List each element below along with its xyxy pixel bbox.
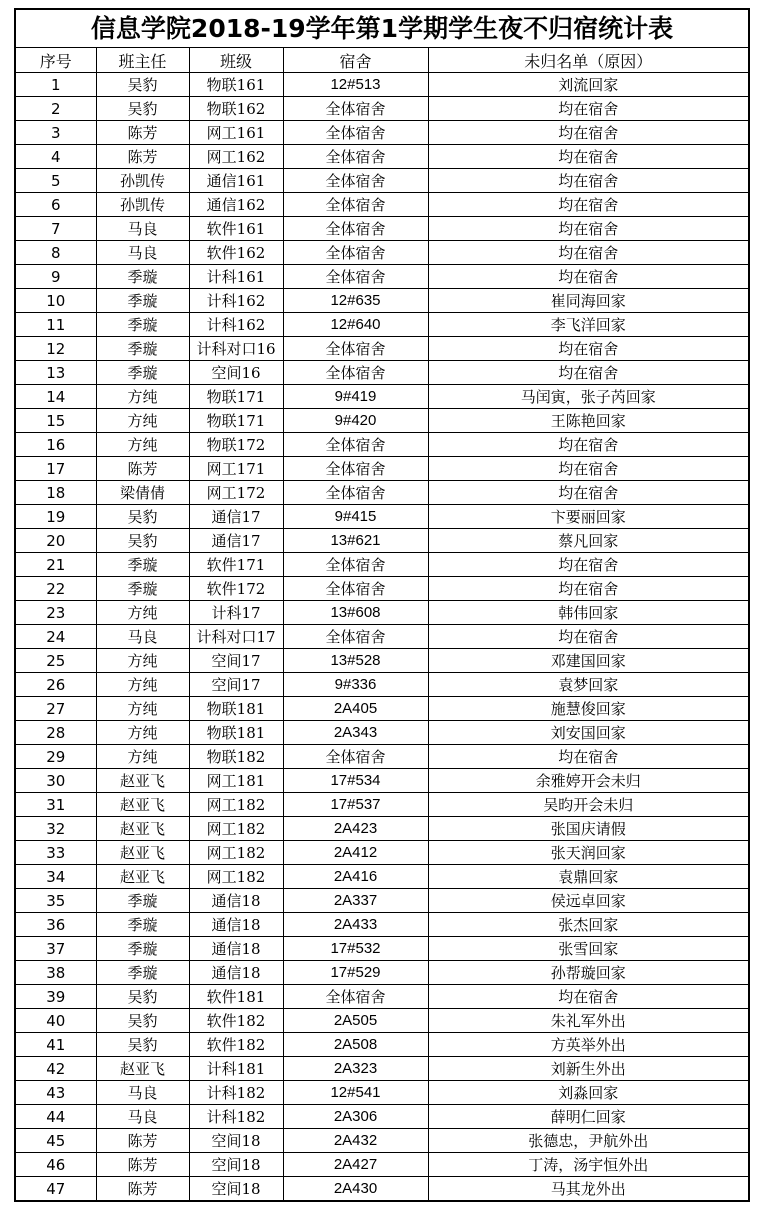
cell-class: 计科181 xyxy=(189,1057,283,1081)
cell-dorm: 12#640 xyxy=(283,313,428,337)
cell-dorm: 17#532 xyxy=(283,937,428,961)
table-row xyxy=(16,481,748,505)
cell-class: 网工171 xyxy=(189,457,283,481)
cell-index: 26 xyxy=(16,673,96,697)
cell-absent-list: 均在宿舍 xyxy=(428,553,748,577)
cell-dorm: 全体宿舍 xyxy=(283,433,428,457)
header-class: 班级 xyxy=(189,48,283,73)
table-row xyxy=(16,769,748,793)
table-row xyxy=(16,73,748,97)
cell-teacher: 方纯 xyxy=(96,673,189,697)
cell-dorm: 2A323 xyxy=(283,1057,428,1081)
cell-absent-list: 均在宿舍 xyxy=(428,193,748,217)
absence-table xyxy=(16,48,748,1200)
header-teacher: 班主任 xyxy=(96,48,189,73)
cell-index: 40 xyxy=(16,1009,96,1033)
header-index: 序号 xyxy=(16,48,96,73)
cell-teacher: 季璇 xyxy=(96,337,189,361)
cell-absent-list: 王陈艳回家 xyxy=(428,409,748,433)
table-row xyxy=(16,121,748,145)
cell-class: 计科182 xyxy=(189,1081,283,1105)
cell-absent-list: 袁梦回家 xyxy=(428,673,748,697)
cell-dorm: 12#513 xyxy=(283,73,428,97)
cell-dorm: 2A416 xyxy=(283,865,428,889)
table-row xyxy=(16,817,748,841)
header-absent-list: 未归名单（原因） xyxy=(428,48,748,73)
cell-dorm: 13#608 xyxy=(283,601,428,625)
cell-index: 27 xyxy=(16,697,96,721)
cell-absent-list: 刘淼回家 xyxy=(428,1081,748,1105)
cell-dorm: 全体宿舍 xyxy=(283,121,428,145)
cell-dorm: 全体宿舍 xyxy=(283,97,428,121)
cell-index: 12 xyxy=(16,337,96,361)
cell-index: 21 xyxy=(16,553,96,577)
cell-teacher: 方纯 xyxy=(96,721,189,745)
cell-dorm: 全体宿舍 xyxy=(283,577,428,601)
cell-dorm: 17#534 xyxy=(283,769,428,793)
cell-index: 30 xyxy=(16,769,96,793)
cell-teacher: 吴豹 xyxy=(96,97,189,121)
table-row xyxy=(16,625,748,649)
cell-absent-list: 刘流回家 xyxy=(428,73,748,97)
cell-class: 计科162 xyxy=(189,289,283,313)
cell-dorm: 2A337 xyxy=(283,889,428,913)
cell-index: 31 xyxy=(16,793,96,817)
table-row xyxy=(16,313,748,337)
cell-index: 2 xyxy=(16,97,96,121)
cell-index: 33 xyxy=(16,841,96,865)
cell-class: 计科对口16 xyxy=(189,337,283,361)
cell-class: 网工182 xyxy=(189,817,283,841)
cell-dorm: 全体宿舍 xyxy=(283,457,428,481)
cell-teacher: 季璇 xyxy=(96,577,189,601)
cell-absent-list: 朱礼军外出 xyxy=(428,1009,748,1033)
table-row xyxy=(16,385,748,409)
cell-dorm: 2A306 xyxy=(283,1105,428,1129)
cell-class: 网工182 xyxy=(189,865,283,889)
cell-absent-list: 李飞洋回家 xyxy=(428,313,748,337)
cell-teacher: 方纯 xyxy=(96,649,189,673)
cell-absent-list: 张杰回家 xyxy=(428,913,748,937)
table-row xyxy=(16,1057,748,1081)
cell-absent-list: 均在宿舍 xyxy=(428,361,748,385)
table-row xyxy=(16,745,748,769)
cell-index: 19 xyxy=(16,505,96,529)
cell-absent-list: 均在宿舍 xyxy=(428,457,748,481)
table-row xyxy=(16,409,748,433)
cell-absent-list: 均在宿舍 xyxy=(428,241,748,265)
cell-class: 通信161 xyxy=(189,169,283,193)
cell-class: 通信18 xyxy=(189,889,283,913)
cell-teacher: 赵亚飞 xyxy=(96,769,189,793)
table-row xyxy=(16,1177,748,1201)
cell-absent-list: 蔡凡回家 xyxy=(428,529,748,553)
table-row xyxy=(16,337,748,361)
cell-class: 软件161 xyxy=(189,217,283,241)
cell-teacher: 马良 xyxy=(96,1105,189,1129)
cell-index: 8 xyxy=(16,241,96,265)
cell-teacher: 赵亚飞 xyxy=(96,841,189,865)
cell-index: 44 xyxy=(16,1105,96,1129)
cell-teacher: 陈芳 xyxy=(96,1153,189,1177)
cell-teacher: 马良 xyxy=(96,217,189,241)
table-row xyxy=(16,97,748,121)
cell-dorm: 全体宿舍 xyxy=(283,193,428,217)
cell-absent-list: 均在宿舍 xyxy=(428,337,748,361)
cell-absent-list: 均在宿舍 xyxy=(428,121,748,145)
cell-absent-list: 袁鼎回家 xyxy=(428,865,748,889)
cell-class: 通信17 xyxy=(189,505,283,529)
cell-teacher: 方纯 xyxy=(96,433,189,457)
cell-dorm: 12#635 xyxy=(283,289,428,313)
cell-index: 25 xyxy=(16,649,96,673)
cell-index: 5 xyxy=(16,169,96,193)
cell-index: 15 xyxy=(16,409,96,433)
cell-class: 网工181 xyxy=(189,769,283,793)
cell-class: 空间17 xyxy=(189,673,283,697)
cell-dorm: 全体宿舍 xyxy=(283,625,428,649)
cell-teacher: 方纯 xyxy=(96,385,189,409)
cell-absent-list: 丁涛，汤宇恒外出 xyxy=(428,1153,748,1177)
cell-index: 45 xyxy=(16,1129,96,1153)
cell-index: 4 xyxy=(16,145,96,169)
cell-absent-list: 吴昀开会未归 xyxy=(428,793,748,817)
cell-dorm: 17#529 xyxy=(283,961,428,985)
cell-dorm: 全体宿舍 xyxy=(283,145,428,169)
cell-absent-list: 侯远卓回家 xyxy=(428,889,748,913)
cell-index: 20 xyxy=(16,529,96,553)
cell-absent-list: 刘新生外出 xyxy=(428,1057,748,1081)
cell-teacher: 赵亚飞 xyxy=(96,1057,189,1081)
table-row xyxy=(16,793,748,817)
cell-dorm: 全体宿舍 xyxy=(283,553,428,577)
cell-class: 空间17 xyxy=(189,649,283,673)
cell-index: 14 xyxy=(16,385,96,409)
table-row xyxy=(16,1081,748,1105)
cell-dorm: 9#420 xyxy=(283,409,428,433)
cell-teacher: 吴豹 xyxy=(96,985,189,1009)
cell-dorm: 全体宿舍 xyxy=(283,481,428,505)
cell-index: 37 xyxy=(16,937,96,961)
table-row xyxy=(16,1009,748,1033)
cell-index: 11 xyxy=(16,313,96,337)
cell-dorm: 全体宿舍 xyxy=(283,985,428,1009)
cell-absent-list: 施慧俊回家 xyxy=(428,697,748,721)
cell-teacher: 吴豹 xyxy=(96,1033,189,1057)
table-row xyxy=(16,985,748,1009)
cell-dorm: 全体宿舍 xyxy=(283,169,428,193)
cell-index: 35 xyxy=(16,889,96,913)
cell-absent-list: 邓建国回家 xyxy=(428,649,748,673)
cell-index: 28 xyxy=(16,721,96,745)
cell-dorm: 13#528 xyxy=(283,649,428,673)
cell-teacher: 赵亚飞 xyxy=(96,865,189,889)
cell-teacher: 季璇 xyxy=(96,937,189,961)
cell-absent-list: 均在宿舍 xyxy=(428,217,748,241)
cell-dorm: 2A427 xyxy=(283,1153,428,1177)
cell-teacher: 方纯 xyxy=(96,601,189,625)
cell-dorm: 9#336 xyxy=(283,673,428,697)
table-row xyxy=(16,577,748,601)
cell-teacher: 孙凯传 xyxy=(96,169,189,193)
cell-class: 软件181 xyxy=(189,985,283,1009)
cell-teacher: 陈芳 xyxy=(96,145,189,169)
cell-dorm: 9#419 xyxy=(283,385,428,409)
cell-class: 计科161 xyxy=(189,265,283,289)
table-row xyxy=(16,289,748,313)
table-row xyxy=(16,721,748,745)
cell-absent-list: 均在宿舍 xyxy=(428,433,748,457)
cell-teacher: 陈芳 xyxy=(96,121,189,145)
cell-teacher: 吴豹 xyxy=(96,1009,189,1033)
cell-absent-list: 均在宿舍 xyxy=(428,985,748,1009)
cell-absent-list: 均在宿舍 xyxy=(428,625,748,649)
cell-dorm: 2A430 xyxy=(283,1177,428,1201)
cell-index: 46 xyxy=(16,1153,96,1177)
cell-teacher: 赵亚飞 xyxy=(96,793,189,817)
cell-class: 物联182 xyxy=(189,745,283,769)
cell-teacher: 季璇 xyxy=(96,913,189,937)
cell-index: 6 xyxy=(16,193,96,217)
cell-teacher: 马良 xyxy=(96,625,189,649)
cell-teacher: 季璇 xyxy=(96,361,189,385)
table-row xyxy=(16,865,748,889)
cell-teacher: 孙凯传 xyxy=(96,193,189,217)
table-row xyxy=(16,889,748,913)
header-dorm: 宿舍 xyxy=(283,48,428,73)
table-row xyxy=(16,1129,748,1153)
cell-class: 通信18 xyxy=(189,937,283,961)
cell-absent-list: 均在宿舍 xyxy=(428,169,748,193)
cell-class: 物联172 xyxy=(189,433,283,457)
cell-class: 物联171 xyxy=(189,409,283,433)
cell-dorm: 全体宿舍 xyxy=(283,745,428,769)
cell-index: 1 xyxy=(16,73,96,97)
cell-class: 网工162 xyxy=(189,145,283,169)
table-row xyxy=(16,1105,748,1129)
cell-dorm: 12#541 xyxy=(283,1081,428,1105)
cell-teacher: 季璇 xyxy=(96,889,189,913)
cell-dorm: 全体宿舍 xyxy=(283,265,428,289)
table-row xyxy=(16,529,748,553)
table-row xyxy=(16,553,748,577)
cell-class: 空间18 xyxy=(189,1129,283,1153)
cell-teacher: 吴豹 xyxy=(96,73,189,97)
cell-teacher: 马良 xyxy=(96,1081,189,1105)
sheet-title: 信息学院2018-19学年第1学期学生夜不归宿统计表 xyxy=(16,10,748,48)
cell-dorm: 2A343 xyxy=(283,721,428,745)
cell-absent-list: 张天润回家 xyxy=(428,841,748,865)
cell-class: 物联181 xyxy=(189,721,283,745)
cell-dorm: 全体宿舍 xyxy=(283,337,428,361)
cell-absent-list: 均在宿舍 xyxy=(428,97,748,121)
cell-absent-list: 张国庆请假 xyxy=(428,817,748,841)
cell-absent-list: 方英举外出 xyxy=(428,1033,748,1057)
cell-teacher: 方纯 xyxy=(96,409,189,433)
cell-class: 软件182 xyxy=(189,1033,283,1057)
cell-absent-list: 张雪回家 xyxy=(428,937,748,961)
cell-dorm: 全体宿舍 xyxy=(283,241,428,265)
cell-absent-list: 卞要丽回家 xyxy=(428,505,748,529)
table-row xyxy=(16,1153,748,1177)
table-row xyxy=(16,361,748,385)
cell-index: 43 xyxy=(16,1081,96,1105)
table-row xyxy=(16,145,748,169)
cell-absent-list: 均在宿舍 xyxy=(428,265,748,289)
cell-index: 42 xyxy=(16,1057,96,1081)
table-row xyxy=(16,673,748,697)
cell-absent-list: 余雅婷开会未归 xyxy=(428,769,748,793)
cell-dorm: 17#537 xyxy=(283,793,428,817)
cell-teacher: 季璇 xyxy=(96,289,189,313)
cell-absent-list: 均在宿舍 xyxy=(428,145,748,169)
table-row xyxy=(16,961,748,985)
cell-index: 23 xyxy=(16,601,96,625)
cell-index: 47 xyxy=(16,1177,96,1201)
cell-index: 17 xyxy=(16,457,96,481)
cell-absent-list: 张德忠，尹航外出 xyxy=(428,1129,748,1153)
cell-class: 软件162 xyxy=(189,241,283,265)
cell-index: 18 xyxy=(16,481,96,505)
cell-index: 7 xyxy=(16,217,96,241)
cell-teacher: 陈芳 xyxy=(96,457,189,481)
cell-dorm: 9#415 xyxy=(283,505,428,529)
table-row xyxy=(16,241,748,265)
cell-dorm: 2A433 xyxy=(283,913,428,937)
cell-index: 24 xyxy=(16,625,96,649)
cell-teacher: 季璇 xyxy=(96,313,189,337)
table-row xyxy=(16,913,748,937)
cell-absent-list: 孙帮璇回家 xyxy=(428,961,748,985)
cell-absent-list: 薛明仁回家 xyxy=(428,1105,748,1129)
cell-absent-list: 崔同海回家 xyxy=(428,289,748,313)
cell-index: 13 xyxy=(16,361,96,385)
cell-class: 通信17 xyxy=(189,529,283,553)
cell-absent-list: 马闰寅，张子芮回家 xyxy=(428,385,748,409)
cell-teacher: 吴豹 xyxy=(96,529,189,553)
cell-class: 空间18 xyxy=(189,1177,283,1201)
cell-class: 网工161 xyxy=(189,121,283,145)
cell-index: 38 xyxy=(16,961,96,985)
cell-index: 36 xyxy=(16,913,96,937)
cell-class: 物联161 xyxy=(189,73,283,97)
cell-teacher: 季璇 xyxy=(96,961,189,985)
cell-index: 9 xyxy=(16,265,96,289)
cell-teacher: 陈芳 xyxy=(96,1129,189,1153)
cell-class: 计科对口17 xyxy=(189,625,283,649)
table-row xyxy=(16,841,748,865)
cell-dorm: 13#621 xyxy=(283,529,428,553)
cell-teacher: 季璇 xyxy=(96,553,189,577)
cell-index: 32 xyxy=(16,817,96,841)
cell-index: 16 xyxy=(16,433,96,457)
table-row xyxy=(16,193,748,217)
cell-teacher: 季璇 xyxy=(96,265,189,289)
cell-teacher: 陈芳 xyxy=(96,1177,189,1201)
cell-class: 计科17 xyxy=(189,601,283,625)
table-row xyxy=(16,649,748,673)
cell-class: 物联181 xyxy=(189,697,283,721)
cell-class: 计科162 xyxy=(189,313,283,337)
cell-dorm: 2A423 xyxy=(283,817,428,841)
table-row xyxy=(16,433,748,457)
cell-index: 39 xyxy=(16,985,96,1009)
table-row xyxy=(16,1033,748,1057)
header-row xyxy=(16,48,748,73)
cell-teacher: 马良 xyxy=(96,241,189,265)
cell-teacher: 赵亚飞 xyxy=(96,817,189,841)
cell-class: 空间18 xyxy=(189,1153,283,1177)
cell-index: 41 xyxy=(16,1033,96,1057)
table-row xyxy=(16,265,748,289)
table-row xyxy=(16,457,748,481)
cell-absent-list: 均在宿舍 xyxy=(428,481,748,505)
cell-absent-list: 韩伟回家 xyxy=(428,601,748,625)
cell-class: 空间16 xyxy=(189,361,283,385)
cell-absent-list: 均在宿舍 xyxy=(428,745,748,769)
cell-teacher: 吴豹 xyxy=(96,505,189,529)
table-row xyxy=(16,169,748,193)
cell-class: 通信18 xyxy=(189,913,283,937)
cell-dorm: 2A432 xyxy=(283,1129,428,1153)
cell-class: 计科182 xyxy=(189,1105,283,1129)
cell-index: 10 xyxy=(16,289,96,313)
cell-class: 通信18 xyxy=(189,961,283,985)
cell-index: 22 xyxy=(16,577,96,601)
cell-absent-list: 马其龙外出 xyxy=(550,1180,626,1198)
cell-class: 物联162 xyxy=(189,97,283,121)
cell-class: 软件172 xyxy=(189,577,283,601)
table-row xyxy=(16,937,748,961)
cell-class: 物联171 xyxy=(189,385,283,409)
cell-index: 3 xyxy=(16,121,96,145)
cell-index: 29 xyxy=(16,745,96,769)
cell-class: 网工182 xyxy=(189,793,283,817)
table-row xyxy=(16,505,748,529)
cell-teacher: 梁倩倩 xyxy=(96,481,189,505)
cell-absent-list: 刘安国回家 xyxy=(428,721,748,745)
statistics-sheet xyxy=(14,8,750,1202)
table-body xyxy=(16,73,748,1201)
cell-class: 网工172 xyxy=(189,481,283,505)
cell-dorm: 全体宿舍 xyxy=(283,361,428,385)
cell-class: 软件171 xyxy=(189,553,283,577)
cell-index: 34 xyxy=(16,865,96,889)
cell-dorm: 2A412 xyxy=(283,841,428,865)
table-row xyxy=(16,601,748,625)
cell-class: 软件182 xyxy=(189,1009,283,1033)
cell-class: 网工182 xyxy=(189,841,283,865)
cell-dorm: 2A405 xyxy=(283,697,428,721)
cell-teacher: 方纯 xyxy=(96,745,189,769)
cell-dorm: 2A508 xyxy=(283,1033,428,1057)
cell-class: 通信162 xyxy=(189,193,283,217)
cell-absent-list: 均在宿舍 xyxy=(428,577,748,601)
cell-dorm: 全体宿舍 xyxy=(283,217,428,241)
table-row xyxy=(16,697,748,721)
cell-dorm: 2A505 xyxy=(283,1009,428,1033)
cell-teacher: 方纯 xyxy=(96,697,189,721)
table-row xyxy=(16,217,748,241)
